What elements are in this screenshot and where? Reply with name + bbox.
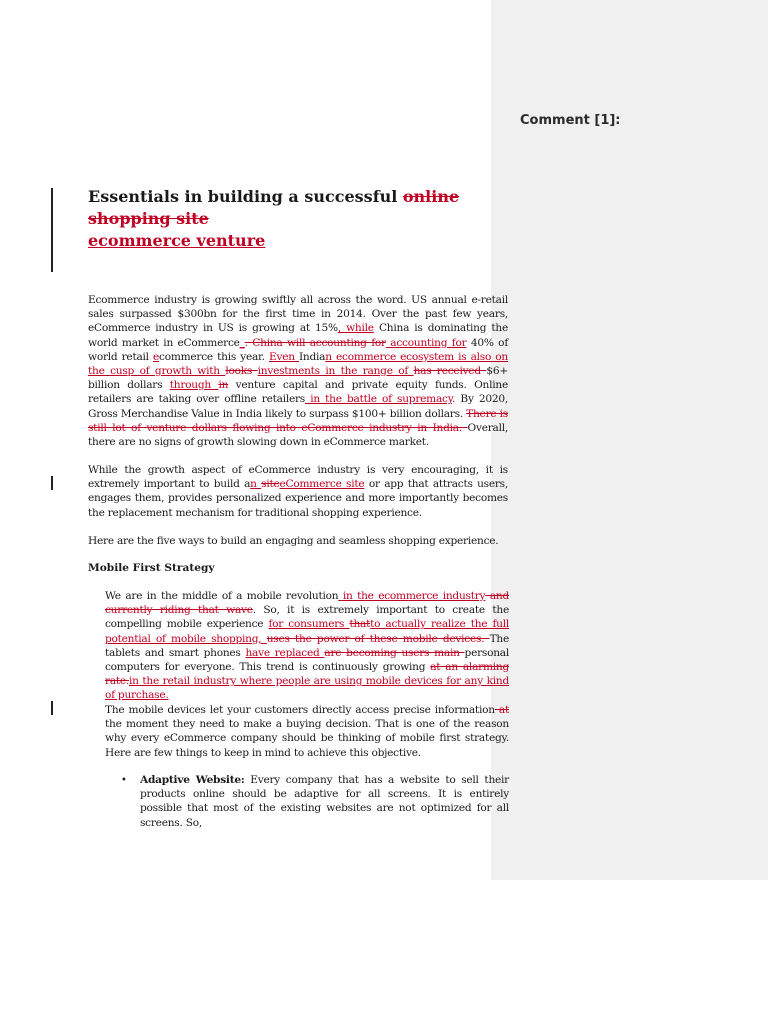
inserted-text: Even bbox=[269, 350, 299, 363]
inserted-text: for consumers bbox=[268, 618, 350, 631]
inserted-text: investments in the range of bbox=[257, 365, 414, 378]
section-heading: Mobile First Strategy bbox=[88, 562, 215, 574]
deleted-text: are becoming users main bbox=[324, 646, 465, 659]
inserted-text: in the ecommerce industry bbox=[338, 590, 486, 602]
body-text: We are in the middle of a mobile revolution bbox=[105, 590, 339, 602]
paragraph-mobile-revolution bbox=[105, 589, 509, 703]
body-text: commerce this year. bbox=[159, 350, 269, 363]
body-text: The mobile devices let your customers directly access precise information bbox=[105, 704, 495, 716]
body-text: 40% of world retail bbox=[88, 336, 508, 363]
deleted-text: that bbox=[349, 618, 371, 631]
body-text: While the growth aspect of eCommerce industry is very encouraging, it is extremely important to build a bbox=[88, 464, 508, 491]
bullet-label: Adaptive Website: bbox=[140, 774, 245, 786]
body-text: The tablets and smart phones bbox=[105, 632, 510, 659]
document-title bbox=[88, 186, 513, 252]
body-text: $6+ billion dollars bbox=[88, 365, 508, 392]
inserted-text: in the retail industry where people are using mobile devices for any kind of purchase. bbox=[105, 675, 509, 702]
inserted-text: accounting for bbox=[385, 336, 467, 349]
paragraph-growth bbox=[88, 463, 508, 520]
deleted-text: uses the power of these mobile devices. bbox=[266, 632, 490, 645]
deleted-text: and currently riding that wave bbox=[105, 590, 509, 617]
bullet-adaptive-website bbox=[140, 773, 509, 830]
paragraph-mobile-devices bbox=[105, 703, 509, 760]
deleted-text: has received bbox=[413, 365, 487, 378]
body-text: or app that attracts users, engages them, provides personalized experience and more importantly becomes the replacement mechanism for traditional shopping experience. bbox=[88, 478, 508, 519]
deleted-text: at bbox=[494, 704, 509, 716]
title-text: Essentials in building a successful bbox=[88, 187, 403, 206]
inserted-text: have replaced bbox=[245, 646, 325, 659]
body-text: . So, it is extremely important to create the compelling mobile experience bbox=[105, 604, 509, 631]
title-inserted-text: ecommerce venture bbox=[88, 231, 266, 250]
inserted-text: n ecommerce ecosystem is also on the cusp of growth with bbox=[88, 350, 508, 378]
change-bar bbox=[51, 476, 53, 490]
change-bar bbox=[51, 701, 53, 715]
change-bar bbox=[51, 188, 53, 272]
deleted-text: site bbox=[261, 478, 280, 491]
body-text: India bbox=[299, 350, 326, 363]
deleted-text: . China will accounting for bbox=[244, 336, 386, 349]
deleted-text: There is still lot of venture dollars flowing into eCommerce industry in India. bbox=[88, 407, 508, 434]
comment-pane bbox=[491, 0, 768, 880]
bullet-text: Every company that has a website to sell their products online should be adaptive for all screens. It is entirely possible that most of the existing websites are not optimized for all screens. So, bbox=[140, 774, 509, 829]
title-deleted-text: online shopping site bbox=[88, 187, 460, 228]
deleted-text: looks bbox=[225, 365, 258, 378]
bullet-marker: • bbox=[121, 775, 127, 786]
paragraph-five-ways: Here are the five ways to build an engaging and seamless shopping experience. bbox=[88, 535, 499, 547]
body-text: Overall, there are no signs of growth slowing down in eCommerce market. bbox=[88, 421, 508, 449]
body-text: . By 2020, Gross Merchandise Value in India likely to surpass $100+ billion dollars. bbox=[88, 393, 508, 420]
body-text: Ecommerce industry is growing swiftly all across the word. US annual e-retail sales surpassed $300bn for the first time in 2014. Over the past few years, eCommerce industry in US is growing at 15% bbox=[88, 294, 508, 335]
inserted-text: _ bbox=[239, 336, 245, 349]
inserted-text: through bbox=[169, 379, 219, 392]
body-text: personal computers for everyone. This trend is continuously growing bbox=[105, 646, 510, 674]
body-text: the moment they need to make a buying decision. That is one of the reason why every eCommerce company should be thinking of mobile first strategy. Here are few things to keep in mind to achieve this objective. bbox=[105, 718, 509, 759]
inserted-text: e bbox=[152, 350, 160, 363]
comment-label: Comment [1]: bbox=[520, 113, 621, 128]
body-text: venture capital and private equity funds. Online retailers are taking over offline retailers bbox=[88, 379, 508, 406]
body-text: China is dominating the world market in eCommerce bbox=[88, 322, 508, 349]
deleted-text: in bbox=[218, 379, 229, 392]
inserted-text: , while bbox=[337, 322, 374, 335]
deleted-text: at an alarming rate. bbox=[105, 661, 509, 688]
inserted-text: in the battle of supremacy bbox=[305, 393, 453, 406]
inserted-text: n bbox=[250, 478, 262, 491]
inserted-text: to actually realize the full potential of mobile shopping, bbox=[105, 618, 509, 645]
inserted-text: eCommerce site bbox=[279, 478, 365, 491]
paragraph-intro bbox=[88, 293, 508, 449]
